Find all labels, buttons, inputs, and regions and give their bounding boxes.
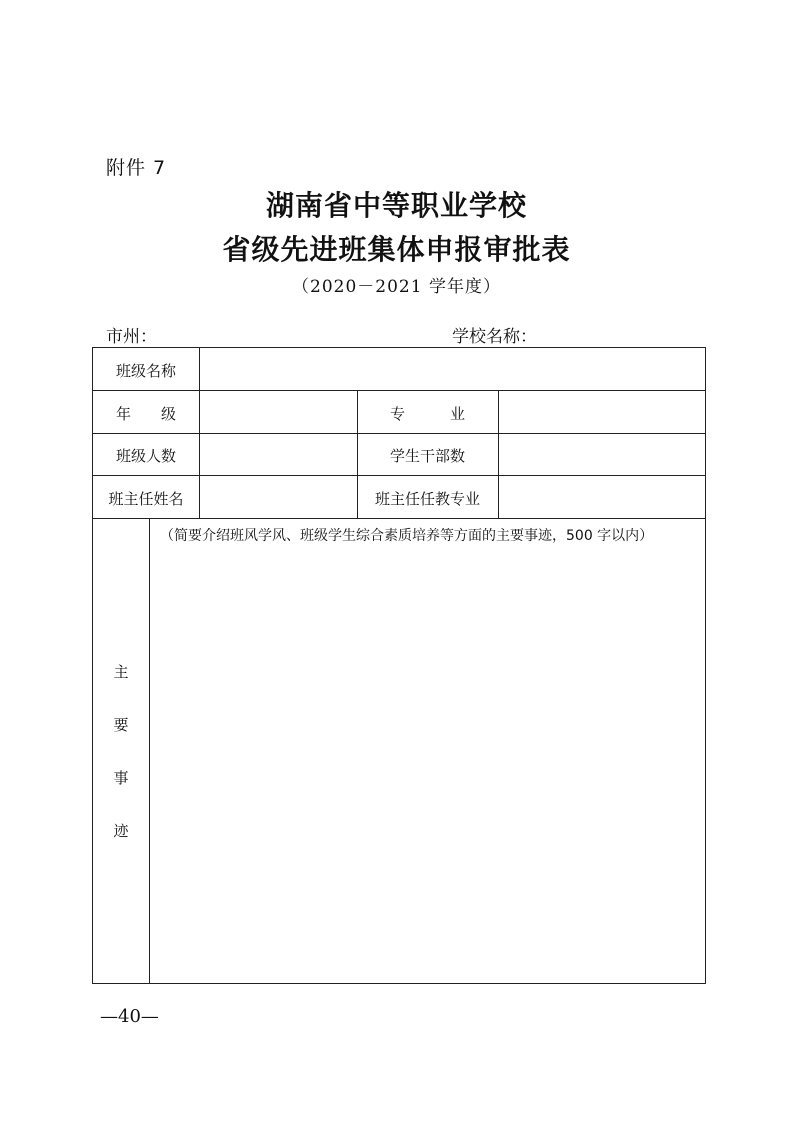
main-deeds-char: 主 xyxy=(113,663,129,681)
head-teacher-subject-field[interactable] xyxy=(499,476,705,518)
form-title-line-2: 省级先进班集体申报审批表 xyxy=(222,233,571,266)
city-label: 市州： xyxy=(106,327,157,347)
student-cadre-count-field[interactable] xyxy=(499,434,705,475)
class-size-label: 班级人数 xyxy=(115,447,176,465)
main-deeds-label xyxy=(93,661,149,873)
class-name-label: 班级名称 xyxy=(115,362,176,380)
major-field[interactable] xyxy=(499,391,705,433)
application-form-table xyxy=(92,347,706,984)
form-title-line-1: 湖南省中等职业学校 xyxy=(265,189,527,222)
grade-label: 年 级 xyxy=(115,405,176,423)
student-cadre-count-label: 学生干部数 xyxy=(389,447,465,465)
head-teacher-name-field[interactable] xyxy=(200,476,357,518)
head-teacher-subject-label: 班主任任教专业 xyxy=(374,490,480,508)
main-deeds-char: 要 xyxy=(113,716,129,734)
main-deeds-char: 迹 xyxy=(113,822,129,840)
main-deeds-char: 事 xyxy=(113,769,129,787)
head-teacher-name-label: 班主任姓名 xyxy=(108,490,184,508)
main-deeds-hint: （简要介绍班风学风、班级学生综合素质培养等方面的主要事迹，500 字以内） xyxy=(160,528,654,544)
class-size-field[interactable] xyxy=(200,434,357,475)
class-name-field[interactable] xyxy=(200,349,705,390)
school-name-label: 学校名称： xyxy=(452,327,537,347)
attachment-label: 附件 7 xyxy=(106,157,167,179)
academic-year: （2020－2021 学年度） xyxy=(292,277,501,297)
main-deeds-field[interactable] xyxy=(150,519,705,983)
grade-field[interactable] xyxy=(200,391,357,433)
page-number: —40— xyxy=(100,1006,159,1027)
major-label: 专 业 xyxy=(389,405,465,423)
